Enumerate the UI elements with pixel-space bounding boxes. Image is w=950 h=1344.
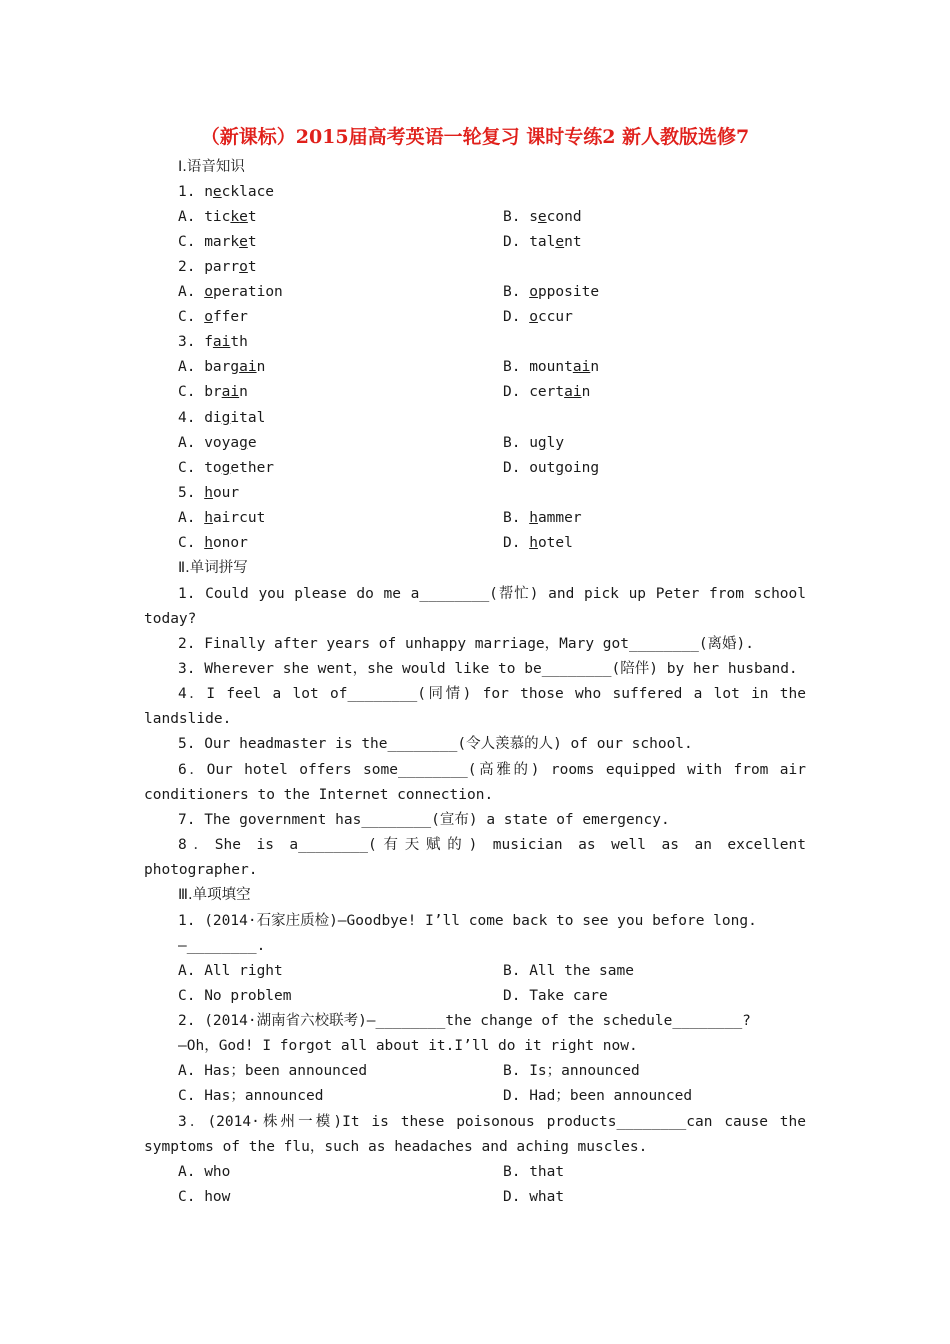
choice-q3-option-b: B. that [503,1164,565,1180]
section-heading-phonetics: Ⅰ.语音知识 [178,159,245,175]
spelling-item-5: 5. Our headmaster is the________(令人羡慕的人) of our school. [178,736,693,752]
spelling-item-8-cont: photographer. [144,862,258,878]
phonetics-q1-option-c: C. market [178,234,257,250]
choice-q3-stem-cont: symptoms of the flu，such as headaches and aching muscles. [144,1139,648,1155]
spelling-item-6-cont: conditioners to the Internet connection. [144,787,494,803]
phonetics-q1-stem: 1. necklace [178,184,275,200]
phonetics-q1-option-d: D. talent [503,234,582,250]
spelling-item-8: 8．She is a________(有天赋的) musician as well as an excellent [178,837,806,853]
section-heading-choice: Ⅲ.单项填空 [178,887,251,903]
section-heading-spelling: Ⅱ.单词拼写 [178,560,248,576]
choice-q2-option-a: A. Has；been announced [178,1063,368,1079]
phonetics-q2-option-c: C. offer [178,309,248,325]
choice-q2-response: —Oh，God! I forgot all about it.I’ll do it right now. [178,1038,638,1054]
phonetics-q1-option-a: A. ticket [178,209,257,225]
choice-q1-option-c: C. No problem [178,988,292,1004]
phonetics-q4-option-a: A. voyage [178,435,257,451]
choice-q1-response: —________. [178,938,266,954]
choice-q2-stem: 2. (2014·湖南省六校联考)—________the change of the schedule________? [178,1013,751,1029]
document-title: （新课标）2015届高考英语一轮复习 课时专练2 新人教版选修7 [200,126,750,148]
phonetics-q1-option-b: B. second [503,209,582,225]
spelling-item-3: 3. Wherever she went，she would like to be________(陪伴) by her husband. [178,661,798,677]
choice-q1-stem: 1. (2014·石家庄质检)—Goodbye! I’ll come back to see you before long. [178,913,757,929]
choice-q2-option-d: D. Had；been announced [503,1088,693,1104]
phonetics-q5-option-d: D. hotel [503,535,573,551]
phonetics-q4-option-d: D. outgoing [503,460,600,476]
phonetics-q5-option-b: B. hammer [503,510,582,526]
spelling-item-4-cont: landslide. [144,711,232,727]
spelling-item-4: 4．I feel a lot of________(同情) for those who suffered a lot in the [178,686,806,702]
choice-q2-option-c: C. Has；announced [178,1088,324,1104]
phonetics-q3-stem: 3. faith [178,334,248,350]
choice-q3-option-d: D. what [503,1189,565,1205]
spelling-item-2: 2. Finally after years of unhappy marriage，Mary got________(离婚). [178,636,755,652]
choice-q3-option-a: A. who [178,1164,231,1180]
phonetics-q2-option-b: B. opposite [503,284,600,300]
choice-q1-option-a: A. All right [178,963,283,979]
choice-q3-option-c: C. how [178,1189,231,1205]
choice-q3-stem: 3．(2014·株州一模)It is these poisonous products________can cause the [178,1114,806,1130]
phonetics-q5-option-c: C. honor [178,535,248,551]
spelling-item-1-cont: today? [144,611,197,627]
phonetics-q4-option-c: C. together [178,460,275,476]
phonetics-q4-option-b: B. ugly [503,435,565,451]
choice-q1-option-d: D. Take care [503,988,608,1004]
spelling-item-6: 6．Our hotel offers some________(高雅的) rooms equipped with from air [178,762,806,778]
phonetics-q3-option-d: D. certain [503,384,591,400]
phonetics-q3-option-b: B. mountain [503,359,600,375]
phonetics-q2-option-a: A. operation [178,284,283,300]
spelling-item-7: 7. The government has________(宣布) a state of emergency. [178,812,670,828]
phonetics-q5-stem: 5. hour [178,485,240,501]
choice-q1-option-b: B. All the same [503,963,634,979]
phonetics-q5-option-a: A. haircut [178,510,266,526]
spelling-item-1: 1. Could you please do me a________(帮忙) and pick up Peter from school [178,586,806,602]
phonetics-q4-stem: 4. digital [178,410,266,426]
phonetics-q2-stem: 2. parrot [178,259,257,275]
phonetics-q2-option-d: D. occur [503,309,573,325]
phonetics-q3-option-c: C. brain [178,384,248,400]
choice-q2-option-b: B. Is；announced [503,1063,640,1079]
phonetics-q3-option-a: A. bargain [178,359,266,375]
